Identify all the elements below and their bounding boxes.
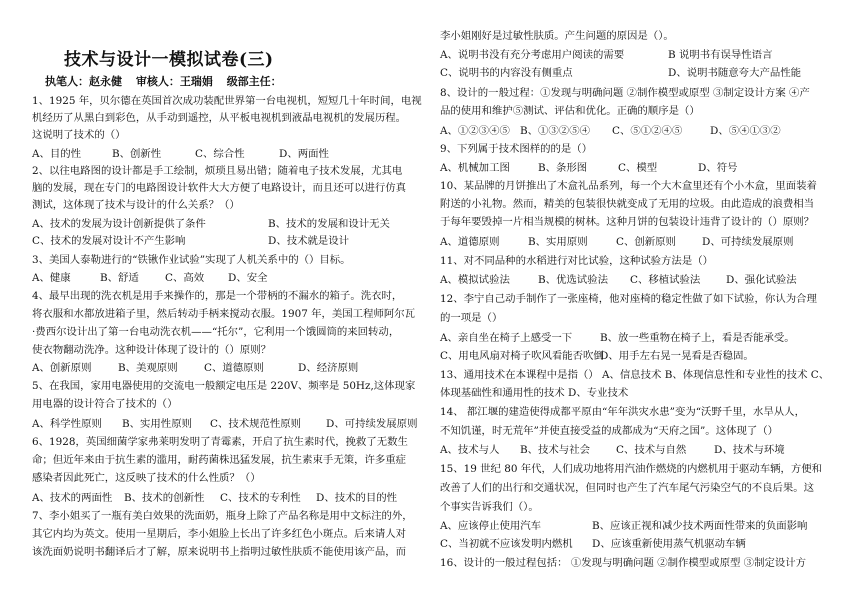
answer-option: A、说明书没有充分考虑用户阅读的需要 xyxy=(440,49,625,61)
answer-option: D、说明书随意夸大产品性能 xyxy=(668,67,802,79)
question-text-line: 1、1925 年，贝尔德在英国首次成功装配世界第一台电视机，短短几十年时间，电视 xyxy=(32,95,422,107)
answer-option: A、①②③④⑤ xyxy=(440,125,510,137)
question-text-line: 11、对不同品种的水稻进行对比试验，这种试验方法是（） xyxy=(440,255,713,267)
question-text-line: 测试，这体现了技术与设计的什么关系？（） xyxy=(32,199,240,211)
answer-option: B、实用原则 xyxy=(528,236,588,248)
answer-option: C、综合性 xyxy=(195,148,245,160)
answer-option: B、技术的发展和设计无关 xyxy=(268,218,390,230)
answer-option: D、技术与环境 xyxy=(714,444,785,456)
question-text-line: 体现基础性和通用性的技术 D、专业技术 xyxy=(440,387,629,399)
answer-option: D、可持续发展原则 xyxy=(326,418,418,430)
answer-option: D、⑤④①③② xyxy=(710,125,781,137)
answer-option: C、当初就不应该发明内燃机 xyxy=(440,538,573,550)
question-text-line: 附送的小礼物。然而，精美的包装很快就变成了无用的垃圾。由此造成的浪费相当 xyxy=(440,198,815,210)
page-title: 技术与设计一模拟试卷(三) xyxy=(64,50,274,70)
answer-option: B、技术的创新性 xyxy=(124,492,205,504)
question-text-line: 该洗面奶说明书翻译后才了解，原来说明书上指明过敏性肤质不能使用该产品，而 xyxy=(32,546,407,558)
answer-option: A、科学性原则 xyxy=(32,418,102,430)
answer-option: C、⑤①②④⑤ xyxy=(612,125,683,137)
question-text-line: 3、美国人泰勒进行的“铁锹作业试验”实现了人机关系中的（）目标。 xyxy=(32,254,351,266)
answer-option: A、亲自坐在椅子上感受一下 xyxy=(440,332,573,344)
answer-option: A、机械加工图 xyxy=(440,162,510,174)
question-text-line: ·费西尔设计出了第一台电动洗衣机——“托尔”，它利用一个饿圆筒的来回转动， xyxy=(32,326,400,338)
question-text-line: 8、设计的一般过程：①发现与明确问题 ②制作模型或原型 ③制定设计方案 ④产 xyxy=(440,87,810,99)
answer-option: B、创新性 xyxy=(112,148,162,160)
answer-option: D、符号 xyxy=(698,162,738,174)
answer-option: B、美观原则 xyxy=(118,362,178,374)
answer-option: A、目的性 xyxy=(32,148,82,160)
question-text-line: 14、 都江堰的建造使得成都平原由“年年洪灾水患”变为“沃野千里，水旱从人， xyxy=(440,406,805,418)
answer-option: D、技术就是设计 xyxy=(268,235,350,247)
answer-option: D、技术的目的性 xyxy=(316,492,398,504)
answer-option: B 说明书有误导性语言 xyxy=(668,49,773,61)
answer-option: D、安全 xyxy=(228,272,268,284)
question-text-line: 15、19 世纪 80 年代，人们成功地将用汽油作燃烧的内燃机用于驱动车辆，方便和 xyxy=(440,463,823,475)
question-text-line: 其它内均为英文。使用一星期后，李小姐脸上长出了许多红色小斑点。后来请人对 xyxy=(32,528,407,540)
question-text-line: 品的使用和维护⑤测试、评估和优化。正确的顺序是（） xyxy=(440,105,700,117)
question-text-line: 李小姐刚好是过敏性肤质。产生问题的原因是（）。 xyxy=(440,30,674,42)
answer-option: D、强化试验法 xyxy=(726,274,797,286)
answer-option: D、应该重新使用蒸气机驱动车辆 xyxy=(592,538,746,550)
answer-option: A、技术的发展为设计创新提供了条件 xyxy=(32,218,206,230)
answer-option: D、用手左右晃一晃看是否稳固。 xyxy=(600,350,754,362)
answer-option: C、道德原则 xyxy=(204,362,264,374)
answer-option: B、条形图 xyxy=(538,162,588,174)
question-text-line: 机经历了从黑白到彩色，从手动到遥控，从平板电视机到液晶电视机的发展历程。 xyxy=(32,112,407,124)
question-text-line: 12、李宁自己动手制作了一张座椅，他对座椅的稳定性做了如下试验，你认为合理 xyxy=(440,293,817,305)
reviewer: 审核人：王瑞娟 xyxy=(135,75,213,88)
answer-option: B、放一些重物在椅子上，看是否能承受。 xyxy=(600,332,795,344)
answer-option: B、技术与社会 xyxy=(520,444,590,456)
question-text-line: 2、以往电路图的设计都是手工绘制，烦琐且易出错；随着电子技术发展，尤其电 xyxy=(32,165,403,177)
director: 级部主任： xyxy=(226,75,282,88)
answer-option: C、技术的专利性 xyxy=(220,492,301,504)
question-text-line: 9、下列属于技术图样的的是（） xyxy=(440,143,593,155)
answer-option: A、技术与人 xyxy=(440,444,500,456)
question-text-line: 7、李小姐买了一瓶有美白效果的洗面奶，瓶身上除了产品名称是用中文标注的外， xyxy=(32,510,413,522)
question-text-line: 不知饥谨，时无荒年”并使直接受益的成都成为“天府之国”。这体现了（） xyxy=(440,425,779,437)
answer-option: B、应该正视和减少技术两面性带来的负面影响 xyxy=(592,520,808,532)
question-text-line: 脑的发展，现在专门的电路图设计软件大大方便了电路设计，而且还可以进行仿真 xyxy=(32,182,407,194)
authors-line xyxy=(45,73,292,89)
question-text-line: 13、通用技术在本课程中是指（） A、信息技术 B、体现信息性和专业性的技术 C、 xyxy=(440,369,830,381)
question-text-line: 用电器的设计符合了技术的（） xyxy=(32,398,178,410)
question-text-line: 这说明了技术的（） xyxy=(32,129,126,141)
question-text-line: 16、设计的一般过程包括： ①发现与明确问题 ②制作模型或原型 ③制定设计方 xyxy=(440,557,807,569)
answer-option: D、两面性 xyxy=(279,148,329,160)
question-text-line: 使衣物翻动洗净。这种设计体现了设计的（）原则？ xyxy=(32,344,271,356)
question-text-line: 10、某品牌的月饼推出了木盒礼品系列，每一个大木盒里还有个小木盒，里面装着 xyxy=(440,180,817,192)
answer-option: A、技术的两面性 xyxy=(32,492,113,504)
answer-option: A、健康 xyxy=(32,272,71,284)
writer: 执笔人：赵永健 xyxy=(45,75,122,88)
answer-option: C、用电风扇对椅子吹风看能否吹倒 xyxy=(440,350,604,362)
answer-option: C、移植试验法 xyxy=(630,274,701,286)
answer-option: B、实用性原则 xyxy=(122,418,192,430)
answer-option: A、模拟试验法 xyxy=(440,274,510,286)
answer-option: C、高效 xyxy=(165,272,205,284)
question-text-line: 于每年要毁掉一片相当规模的树林。这种月饼的包装设计违背了设计的（）原则？ xyxy=(440,216,815,228)
answer-option: B、优选试验法 xyxy=(538,274,608,286)
answer-option: C、技术规范性原则 xyxy=(210,418,302,430)
question-text-line: 5、在我国，家用电器使用的交流电一般额定电压是 220V、频率是 50Hz,这体现家 xyxy=(32,380,416,392)
answer-option: C、技术的发展对设计不产生影响 xyxy=(32,235,186,247)
answer-option: B、舒适 xyxy=(100,272,139,284)
question-text-line: 命；但近年来由于抗生素的滥用，耐药菌株迅猛发展，抗生素束手无策，许多重症 xyxy=(32,454,407,466)
answer-option: A、创新原则 xyxy=(32,362,92,374)
answer-option: A、应该停止使用汽车 xyxy=(440,520,542,532)
question-text-line: 个事实告诉我们（）。 xyxy=(440,501,539,513)
question-text-line: 改善了人们的出行和交通状况，但同时也产生了汽车尾气污染空气的不良后果。这 xyxy=(440,482,815,494)
question-text-line: 感染者因此死亡，这反映了技术的什么性质？（） xyxy=(32,472,261,484)
answer-option: C、技术与自然 xyxy=(616,444,687,456)
answer-option: D、经济原则 xyxy=(298,362,359,374)
answer-option: D、可持续发展原则 xyxy=(702,236,794,248)
answer-option: C、创新原则 xyxy=(616,236,676,248)
question-text-line: 6、1928，英国细菌学家弗莱明发明了青霉素，开启了抗生素时代，挽救了无数生 xyxy=(32,436,408,448)
answer-option: B、①③②⑤④ xyxy=(520,125,590,137)
question-text-line: 将衣服和水都放进箱子里，然后转动手柄来搅动衣服。1907 年，美国工程师阿尔瓦 xyxy=(32,308,416,320)
answer-option: C、模型 xyxy=(618,162,658,174)
question-text-line: 4、最早出现的洗衣机是用手来操作的，那是一个带柄的不漏水的箱子。洗衣时， xyxy=(32,290,403,302)
answer-option: A、道德原则 xyxy=(440,236,500,248)
question-text-line: 的一项是（） xyxy=(440,312,503,324)
answer-option: C、说明书的内容没有侧重点 xyxy=(440,67,573,79)
